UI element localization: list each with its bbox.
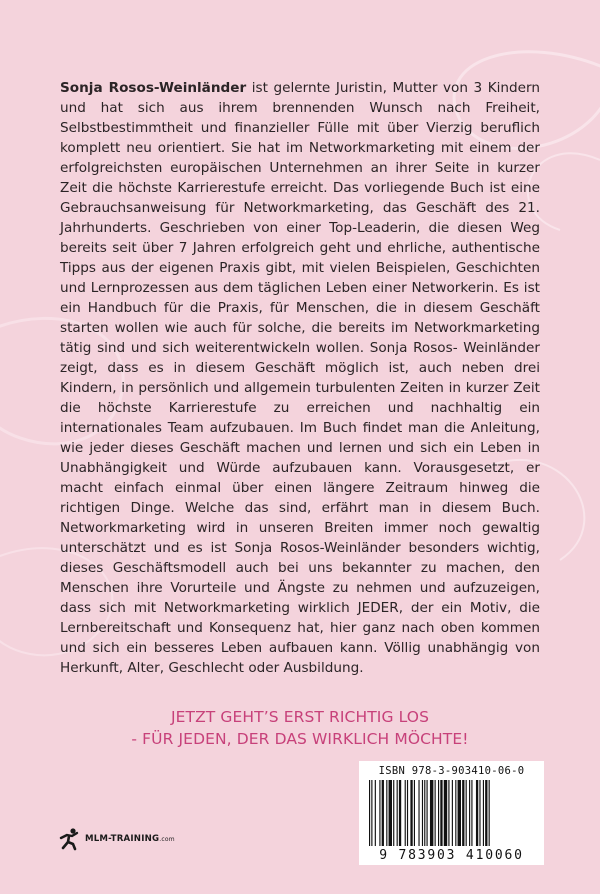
barcode-bar xyxy=(410,780,412,846)
barcode-bar xyxy=(458,780,461,846)
barcode-bar xyxy=(471,780,472,846)
barcode-bar xyxy=(382,780,384,846)
barcode-bar xyxy=(397,780,398,846)
barcode-bar xyxy=(455,780,456,846)
barcode-bar xyxy=(462,780,464,846)
publisher-name xyxy=(85,834,175,844)
barcode-bar xyxy=(469,780,470,846)
barcode-bar xyxy=(448,780,449,846)
publisher-name-text: MLM-TRAINING xyxy=(85,834,160,844)
barcode-bar xyxy=(422,780,423,846)
barcode-bar xyxy=(483,780,484,846)
barcode-bar xyxy=(386,780,387,846)
barcode-bar xyxy=(371,780,372,846)
barcode-bar xyxy=(393,780,394,846)
barcode-bars xyxy=(369,780,534,846)
barcode-bar xyxy=(405,780,406,846)
barcode-bar xyxy=(424,780,425,846)
barcode-bar xyxy=(369,780,370,846)
barcode-bar xyxy=(438,780,439,846)
publisher-logo xyxy=(58,826,175,852)
blurb-body: ist gelernte Juristin, Mutter von 3 Kindern und hat sich aus ihrem brennenden Wunsch nach Freiheit, Selbstbestimmtheit und finanzieller Fülle mit über Vierzig beruflich komplett neu orientiert. Sie hat im Networkmarketing mit einem der erfolgreichsten europäischen Unternehmen an ihrer Seite in kurzer Zeit die höchste Karrierestufe erreicht. Das vorliegende Buch ist eine Gebrauchsanweisung für Networkmarketing, das Geschäft des 21. Jahrhunderts. Geschrieben von einer Top-Leaderin, die diesen Weg bereits seit über 7 Jahren erfolgreich geht und ehrliche, authentische Tipps aus der eigenen Praxis gibt, mit vielen Beispielen, Geschichten und Lernprozessen aus dem täglichen Leben einer Networkerin. Es ist ein Handbuch für die Praxis, für Menschen, die in diesem Geschäft starten wollen wie auch für solche, die bereits im Networkmarketing tätig sind und sich weiterentwickeln wollen. Sonja Rosos- Weinländer zeigt, dass es in diesem Geschäft möglich ist, auch neben drei Kindern, in persönlich und allgemein turbulenten Zeiten in kurzer Zeit die höchste Karrierestufe zu erreichen und nachhaltig ein internationales Team aufzubauen. Im Buch findet man die Anleitung, wie jeder dieses Geschäft machen und lernen und sich ein Leben in Unabhängigkeit und Würde aufzubauen kann. Vorausgesetzt, er macht einfach einmal über einen längere Zeitraum hinweg die richtigen Dinge. Welche das sind, erfährt man in diesem Buch. Networkmarketing wird in unseren Breiten immer noch gewaltig unterschätzt und es ist Sonja Rosos-Weinländer besonders wichtig, dieses Geschäftsmodell auch bei uns bekannter zu machen, den Menschen ihre Vorurteile und Ängste zu nehmen und aufzuzeigen, dass sich mit Networkmarketing wirklich JEDER, der ein Motiv, die Lernbereitschaft und Konsequenz hat, hier ganz nach oben kommen und sich ein besseres Leben aufbauen kann. Völlig unabhängig von Herkunft, Alter, Geschlecht oder Ausbildung. xyxy=(60,80,540,676)
barcode-bar xyxy=(489,780,490,846)
barcode-bar xyxy=(407,780,408,846)
slogan xyxy=(60,706,540,750)
barcode-bar xyxy=(430,780,433,846)
barcode-bar xyxy=(399,780,401,846)
back-cover-blurb xyxy=(60,78,540,678)
barcode-bar xyxy=(440,780,442,846)
barcode-bar xyxy=(444,780,447,846)
barcode-bar xyxy=(485,780,487,846)
running-figure-icon xyxy=(58,827,82,851)
barcode-digits: 9 783903 410060 xyxy=(379,848,524,863)
barcode-bar xyxy=(418,780,419,846)
barcode-bar xyxy=(476,780,478,846)
barcode-bar xyxy=(479,780,480,846)
barcode-bar xyxy=(414,780,415,846)
author-name: Sonja Rosos-Weinländer xyxy=(60,80,247,96)
slogan-line-1: JETZT GEHT’S ERST RICHTIG LOS xyxy=(170,708,430,726)
barcode-bar xyxy=(427,780,428,846)
publisher-domain: .com xyxy=(159,836,175,843)
isbn-barcode xyxy=(359,761,544,865)
slogan-line-2: - FÜR JEDEN, DER DAS WIRKLICH MÖCHTE! xyxy=(131,730,469,748)
barcode-bar xyxy=(435,780,436,846)
isbn-label: ISBN 978-3-903410-06-0 xyxy=(378,765,525,777)
barcode-bar xyxy=(466,780,467,846)
barcode-bar xyxy=(375,780,376,846)
barcode-bar xyxy=(379,780,380,846)
barcode-bar xyxy=(389,780,392,846)
barcode-bar xyxy=(452,780,453,846)
